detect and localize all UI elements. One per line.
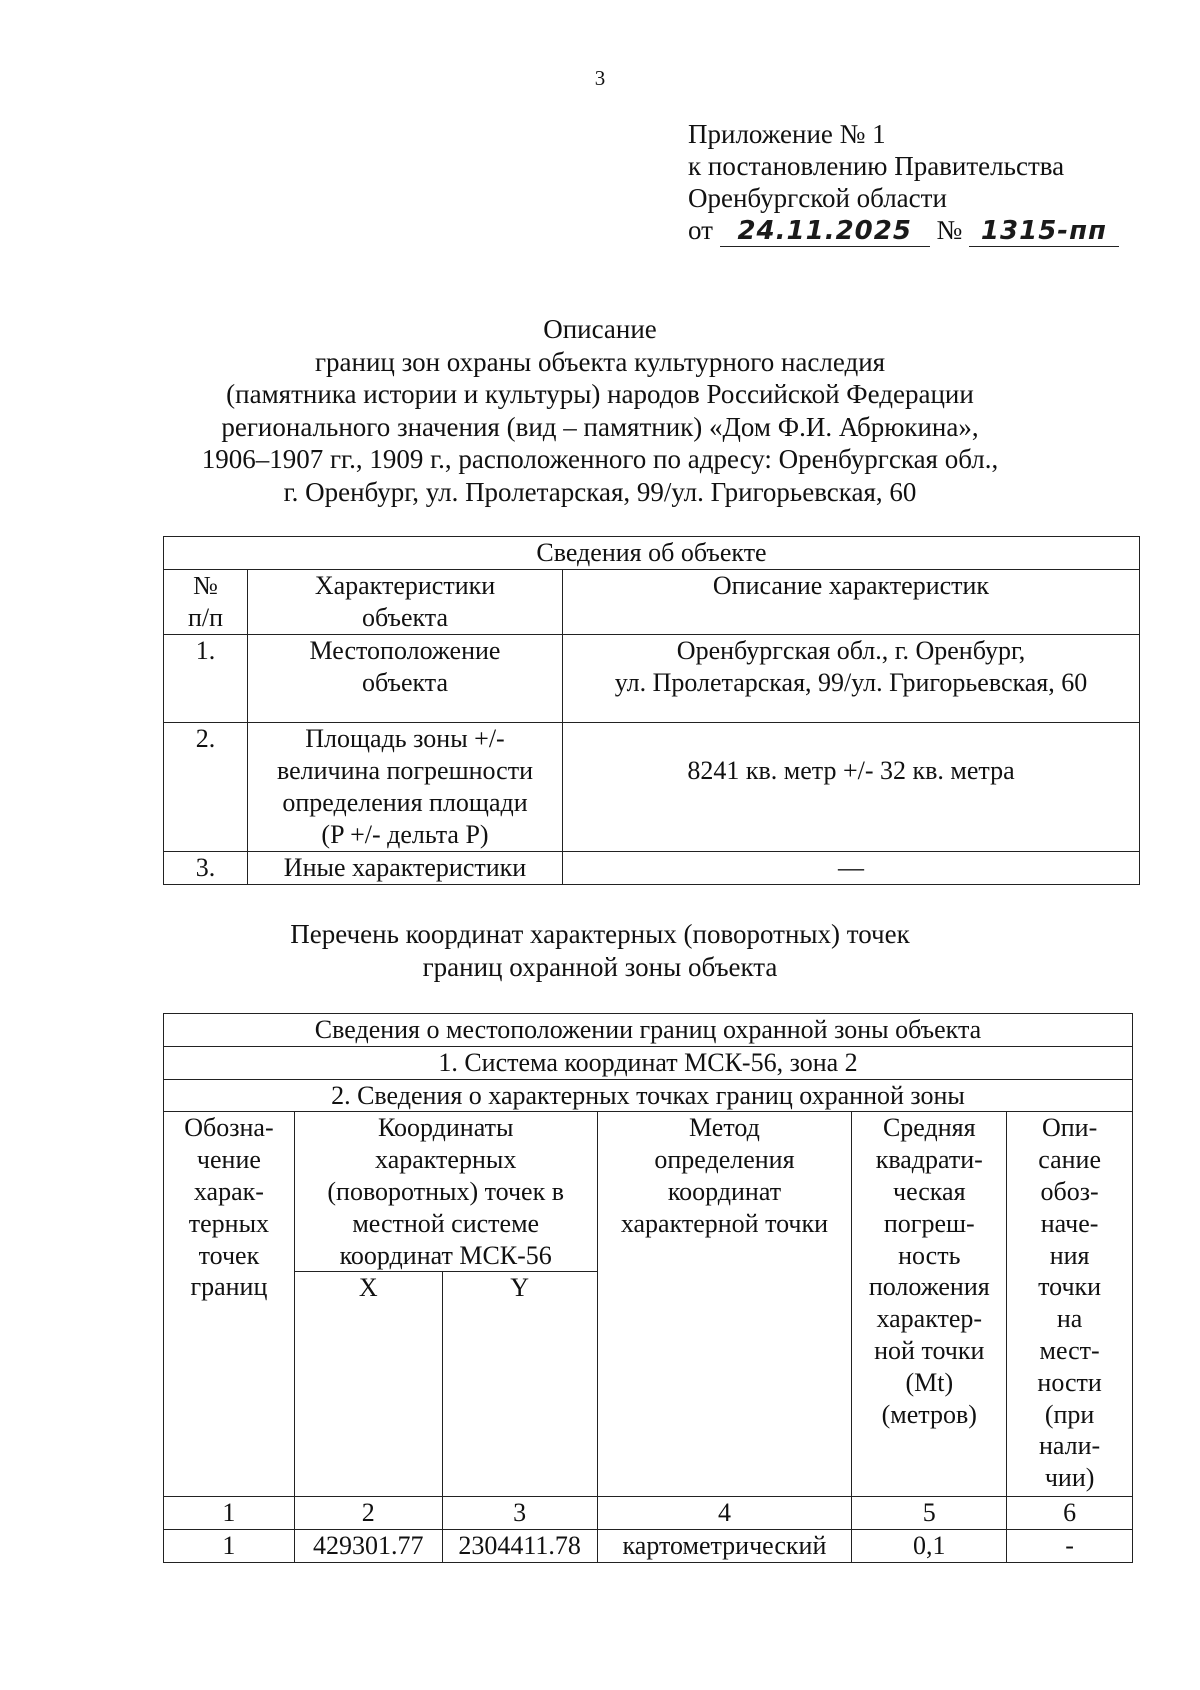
coordinates-list-title — [0, 918, 1200, 983]
subtitle-line-2: границ охранной зоны объекта — [422, 951, 778, 982]
column-number: 2 — [294, 1497, 442, 1530]
header-text: (Mt) — [905, 1367, 954, 1397]
col-error-header — [852, 1112, 1007, 1497]
column-number: 4 — [597, 1497, 852, 1530]
header-text: ности — [1037, 1367, 1102, 1397]
header-text: Метод — [689, 1113, 760, 1143]
row-desc-l1: Оренбургская обл., г. Оренбург, — [676, 636, 1026, 665]
header-text: (при — [1044, 1399, 1095, 1429]
header-text: чии) — [1044, 1463, 1095, 1493]
coords-section-row — [164, 1079, 1133, 1112]
header-text: (метров) — [881, 1399, 977, 1429]
header-text: положения — [868, 1272, 990, 1302]
col-coords-header — [294, 1112, 597, 1272]
header-text: погреш- — [883, 1208, 975, 1238]
column-number: 3 — [442, 1497, 597, 1530]
header-text: точки — [1038, 1272, 1102, 1302]
subtitle-line-1: Перечень координат характерных (поворотных) точек — [290, 919, 910, 949]
table-row — [164, 1530, 1133, 1563]
handwritten-number: 1315-пп — [969, 216, 1119, 247]
row-desc: 8241 кв. метр +/- 32 кв. метра — [563, 723, 1140, 852]
row-char: Иные характеристики — [248, 852, 563, 885]
header-text: нали- — [1038, 1431, 1101, 1461]
row-char — [248, 723, 563, 852]
header-text: чение — [196, 1145, 261, 1175]
row-char-l2: величина погрешности — [276, 756, 533, 785]
row-num: 3. — [164, 852, 248, 885]
approval-date-number-line — [688, 214, 1119, 247]
header-text: характерной точки — [620, 1208, 829, 1238]
header-text: мест- — [1039, 1335, 1100, 1365]
col-char-header — [248, 570, 563, 635]
row-num: 1. — [164, 635, 248, 723]
coordinates-table — [163, 1013, 1133, 1563]
table-row — [164, 723, 1140, 852]
object-table-header: Сведения об объекте — [164, 537, 1140, 570]
header-text: Координаты — [377, 1113, 514, 1143]
header-text: характер- — [876, 1304, 983, 1334]
column-number: 5 — [852, 1497, 1007, 1530]
handwritten-date: 24.11.2025 — [720, 216, 930, 247]
header-text: местной системе — [352, 1208, 540, 1238]
point-error: 0,1 — [852, 1530, 1007, 1563]
row-char-l3: определения площади — [282, 788, 528, 817]
coords-table-header: Сведения о местоположении границ охранной зоны объекта — [164, 1014, 1133, 1047]
point-id: 1 — [164, 1530, 295, 1563]
coords-system: 1. Система координат МСК-56, зона 2 — [164, 1046, 1133, 1079]
col-desc-header: Описание характеристик — [563, 570, 1140, 635]
point-y: 2304411.78 — [442, 1530, 597, 1563]
approval-line-2: к постановлению Правительства — [688, 151, 1065, 181]
coords-system-row — [164, 1046, 1133, 1079]
page-number: 3 — [594, 66, 606, 90]
row-num: 2. — [164, 723, 248, 852]
header-text: Опи- — [1041, 1113, 1098, 1143]
col-char-l2: объекта — [361, 603, 449, 632]
header-text: границ — [190, 1272, 268, 1302]
title-line-5: 1906–1907 гг., 1909 г., расположенного по адресу: Оренбургская обл., — [201, 444, 999, 474]
header-text: сание — [1038, 1145, 1101, 1175]
coords-column-headers-row — [164, 1112, 1133, 1272]
column-number: 1 — [164, 1497, 295, 1530]
col-point-header — [164, 1112, 295, 1497]
col-x-header: X — [294, 1272, 442, 1497]
coords-section: 2. Сведения о характерных точках границ охранной зоны — [164, 1079, 1133, 1112]
column-number: 6 — [1007, 1497, 1133, 1530]
title-line-3: (памятника истории и культуры) народов Российской Федерации — [226, 379, 974, 409]
table-row — [164, 635, 1140, 723]
object-table-header-row — [164, 537, 1140, 570]
col-method-header — [597, 1112, 852, 1497]
header-text: координат — [667, 1176, 782, 1206]
col-num-header — [164, 570, 248, 635]
row-char-l1: Площадь зоны +/- — [305, 724, 505, 753]
approval-block — [688, 118, 1119, 247]
title-line-2: границ зон охраны объекта культурного наследия — [314, 346, 886, 377]
col-num-l1: № — [193, 571, 218, 600]
document-title — [0, 313, 1200, 508]
coords-header-row — [164, 1014, 1133, 1047]
approval-line-3: Оренбургской области — [688, 183, 947, 213]
row-desc: — — [563, 852, 1140, 885]
point-x: 429301.77 — [294, 1530, 442, 1563]
title-line-1: Описание — [543, 314, 657, 344]
col-num-l2: п/п — [187, 603, 224, 632]
title-line-6: г. Оренбург, ул. Пролетарская, 99/ул. Григорьевская, 60 — [283, 476, 917, 507]
header-text: обоз- — [1040, 1176, 1099, 1206]
header-text: точек — [198, 1240, 260, 1270]
header-text: терных — [188, 1208, 270, 1238]
header-text: Средняя — [882, 1113, 976, 1143]
header-text: ческая — [893, 1176, 966, 1206]
header-text: харак- — [193, 1176, 264, 1206]
header-text: квадрати- — [875, 1145, 983, 1175]
from-label: от — [688, 215, 713, 245]
coords-column-numbers-row — [164, 1497, 1133, 1530]
header-text: ной точки — [874, 1335, 985, 1365]
point-method: картометрический — [597, 1530, 852, 1563]
header-text: (поворотных) точек в — [327, 1176, 564, 1206]
header-text: наче- — [1040, 1208, 1099, 1238]
row-char-l4: (P +/- дельта P) — [321, 820, 489, 849]
header-text: ность — [898, 1240, 961, 1270]
row-char — [248, 635, 563, 723]
row-char-l2: объекта — [361, 668, 449, 697]
header-text: характерных — [375, 1145, 517, 1175]
object-table-column-row — [164, 570, 1140, 635]
row-char-l1: Местоположение — [309, 636, 501, 665]
point-desc: - — [1007, 1530, 1133, 1563]
header-text: координат МСК-56 — [339, 1240, 552, 1270]
col-y-header: Y — [442, 1272, 597, 1497]
header-text: на — [1056, 1304, 1083, 1334]
col-desc-header — [1007, 1112, 1133, 1497]
number-label: № — [936, 215, 963, 245]
title-line-4: регионального значения (вид – памятник) «Дом Ф.И. Абрюкина», — [221, 411, 979, 442]
header-text: ния — [1049, 1240, 1090, 1270]
header-text: Обозна- — [184, 1113, 274, 1143]
header-text: определения — [654, 1145, 795, 1175]
object-info-table — [163, 536, 1140, 885]
row-desc — [563, 635, 1140, 723]
row-desc-l2: ул. Пролетарская, 99/ул. Григорьевская, 60 — [614, 668, 1088, 697]
table-row — [164, 852, 1140, 885]
col-char-l1: Характеристики — [314, 571, 496, 600]
approval-line-1: Приложение № 1 — [688, 119, 886, 149]
